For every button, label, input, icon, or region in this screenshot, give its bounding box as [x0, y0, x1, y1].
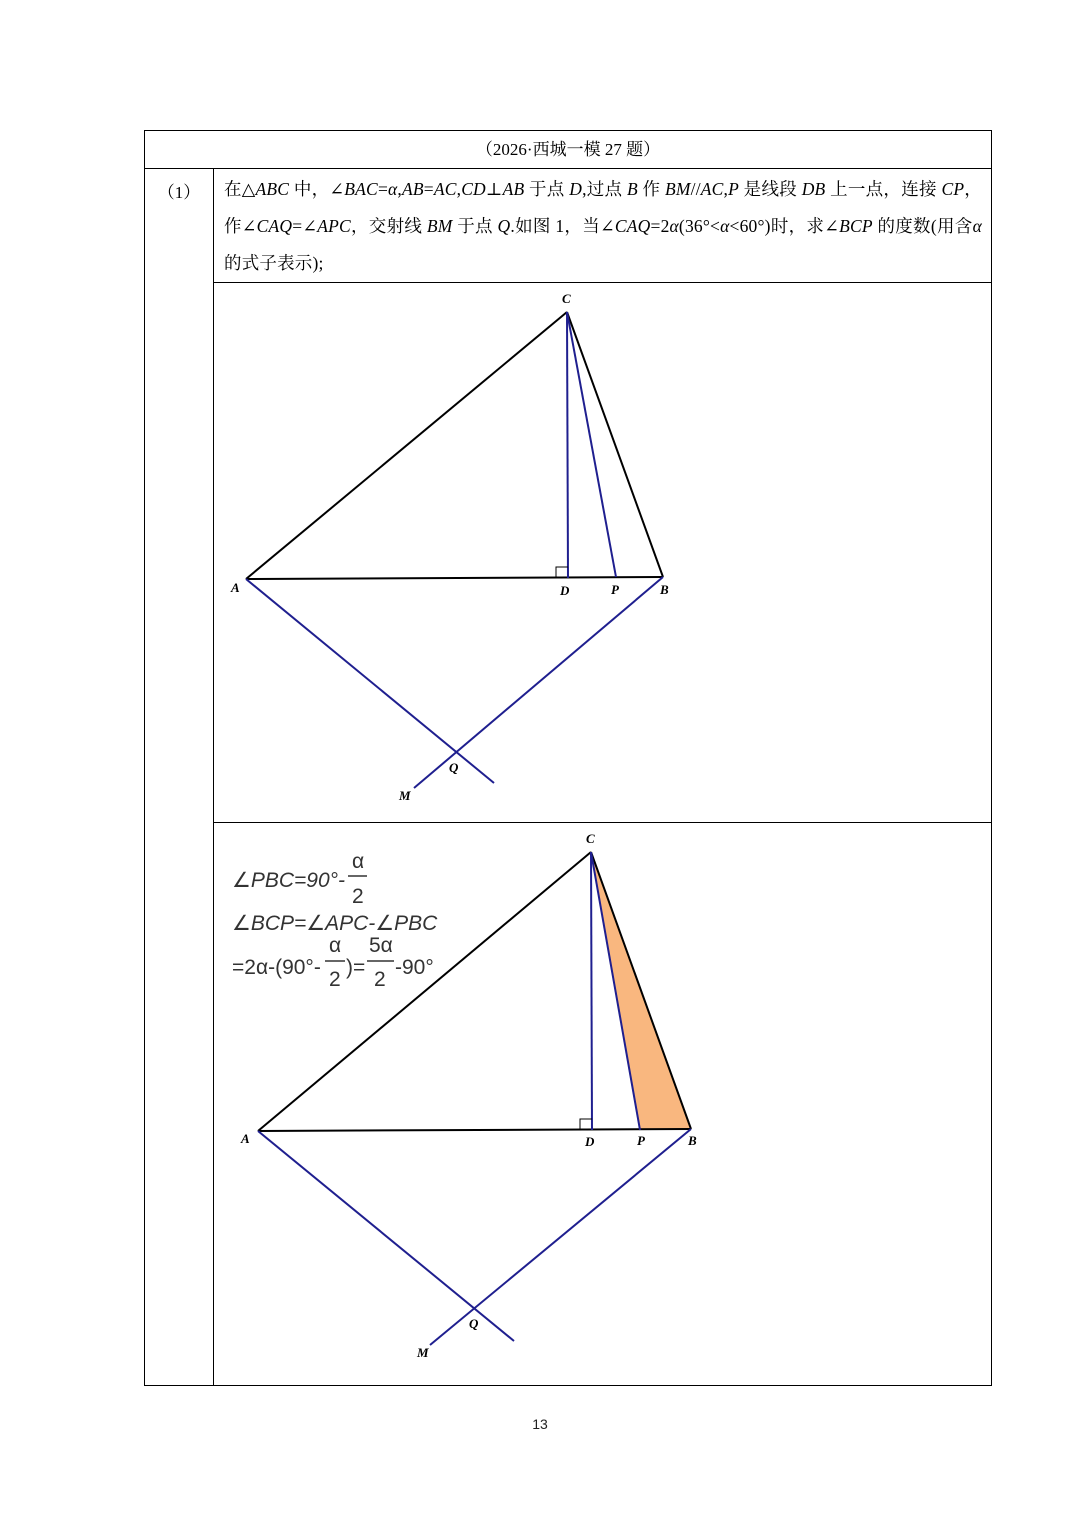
statement-text: 的度数(用含 [872, 216, 973, 236]
math-variable: α [720, 216, 730, 236]
segment-cd [591, 852, 592, 1130]
statement-text: =2 [650, 216, 670, 236]
statement-text: // [690, 179, 701, 199]
table-header [145, 131, 992, 169]
source-title: （2026·西城一模 27 题） [475, 140, 661, 159]
label-p: P [611, 582, 619, 597]
segment-cp [567, 312, 616, 577]
statement-text: .如图 1，当∠ [510, 216, 615, 236]
solution-line-3-start: =2α-(90°- [232, 956, 321, 979]
math-variable: CD [461, 179, 486, 199]
math-variable: D [569, 179, 583, 199]
solution-line-1-denominator: 2 [352, 885, 364, 908]
statement-text: , [397, 179, 402, 199]
figure-1-cell [214, 283, 992, 823]
math-variable: BAC [344, 179, 378, 199]
math-variable: AB [401, 179, 424, 199]
problem-table [144, 130, 992, 1386]
solution-line-2: ∠BCP=∠APC-∠PBC [232, 912, 438, 935]
label-a: A [241, 1131, 250, 1146]
math-variable: P [728, 179, 740, 199]
solution-line-3-numerator: α [329, 934, 342, 957]
statement-text: 上一点，连接 [825, 179, 942, 199]
label-q: Q [469, 1316, 479, 1331]
math-variable: Q [497, 216, 511, 236]
statement-text: 于点 [452, 216, 498, 236]
question-number-cell [145, 169, 214, 1386]
page-number: 13 [532, 1416, 548, 1432]
math-variable: AB [502, 179, 525, 199]
solution-line-3-numerator-2: 5α [369, 934, 393, 957]
segment-cd [567, 312, 568, 578]
statement-text: 于点 [524, 179, 570, 199]
statement-text: 是线段 [739, 179, 802, 199]
math-variable: BM [664, 179, 691, 199]
math-variable: α [972, 216, 982, 236]
solution-work [232, 850, 438, 991]
segment-ac [246, 312, 567, 579]
right-angle-mark [556, 567, 568, 578]
statement-text: ,过点 [582, 179, 627, 199]
statement-text: ，交射线 [350, 216, 427, 236]
problem-statement-cell [214, 169, 992, 283]
math-variable: DB [801, 179, 826, 199]
math-variable: BCP [839, 216, 873, 236]
solution-line-1-numerator: α [352, 850, 365, 873]
problem-statement [214, 169, 991, 282]
statement-text: 在△ [224, 179, 256, 199]
label-d: D [585, 1134, 595, 1149]
math-variable: CAQ [614, 216, 651, 236]
statement-text: , [456, 179, 462, 199]
statement-text: ⊥ [485, 179, 503, 199]
segment-ab [258, 1129, 691, 1131]
right-angle-mark [580, 1119, 592, 1130]
label-b: B [688, 1133, 697, 1148]
ray-bm [430, 1129, 691, 1345]
solution-line-1: ∠PBC=90°- [232, 869, 346, 892]
label-c: C [562, 291, 571, 306]
segment-ab [246, 577, 663, 579]
math-variable: APC [317, 216, 351, 236]
segment-ac [258, 852, 591, 1131]
statement-text: = [423, 179, 434, 199]
statement-text: 作 [637, 179, 665, 199]
figure-1 [214, 283, 992, 822]
question-number: （1） [157, 183, 201, 202]
statement-text: (36°< [678, 216, 721, 236]
math-variable: α [388, 179, 398, 199]
solution-line-3-end: -90° [395, 956, 434, 979]
label-m: M [417, 1345, 429, 1360]
statement-text: 中，∠ [289, 179, 345, 199]
solution-line-3-denominator-2: 2 [374, 968, 386, 991]
statement-text: <60°)时，求∠ [729, 216, 840, 236]
math-variable: CP [941, 179, 965, 199]
label-d: D [560, 583, 570, 598]
solution-line-3-denominator: 2 [329, 968, 341, 991]
statement-text: = [377, 179, 389, 199]
statement-text: ，作∠ [224, 179, 983, 236]
label-a: A [231, 580, 240, 595]
math-variable: BM [426, 216, 453, 236]
math-variable: ABC [255, 179, 290, 199]
statement-text: =∠ [292, 216, 318, 236]
label-b: B [660, 582, 669, 597]
math-variable: B [626, 179, 638, 199]
solution-line-3-middle: )= [346, 956, 366, 979]
statement-text: 的式子表示); [224, 253, 324, 273]
statement-text: , [723, 179, 729, 199]
math-variable: AC [433, 179, 457, 199]
segment-cb [567, 312, 663, 577]
math-variable: CAQ [256, 216, 293, 236]
label-c: C [586, 831, 595, 846]
ray-aq [258, 1131, 514, 1341]
ray-bm [414, 577, 663, 788]
math-variable: AC [700, 179, 724, 199]
figure-2 [214, 823, 992, 1385]
solution-cell [214, 823, 992, 1386]
label-q: Q [449, 760, 459, 775]
label-m: M [399, 788, 411, 803]
math-variable: α [669, 216, 679, 236]
label-p: P [637, 1133, 645, 1148]
